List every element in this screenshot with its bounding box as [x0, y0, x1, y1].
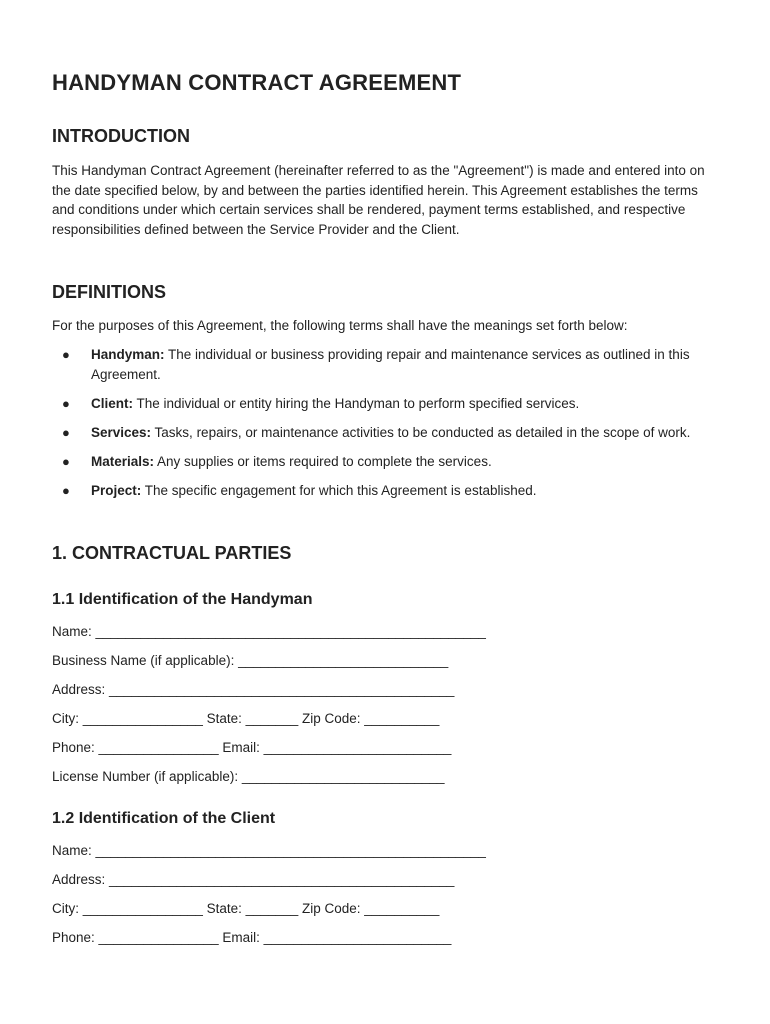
list-item — [52, 423, 720, 443]
list-item — [52, 452, 720, 472]
introduction-text: This Handyman Contract Agreement (hereinafter referred to as the "Agreement") is made and entered into on the date specified below, by and between the parties identified herein. This Agreement establishes the terms and conditions under which certain services shall be rendered, payment terms established, and respective responsibilities defined between the Service Provider and the Client. — [52, 163, 705, 237]
definition-text: Any supplies or items required to complete the services. — [154, 453, 492, 469]
list-item — [52, 481, 720, 501]
handyman-name-field[interactable]: Name: ____________________________________________________ — [52, 624, 486, 639]
list-item — [52, 345, 720, 384]
definition-text: Tasks, repairs, or maintenance activities to be conducted as detailed in the scope of work. — [151, 424, 691, 440]
definition-term: Client: — [91, 395, 133, 411]
definition-term: Handyman: — [91, 347, 165, 362]
bullet-icon: ● — [62, 482, 70, 498]
handyman-phone-email-field[interactable]: Phone: ________________ Email: _________________________ — [52, 740, 452, 755]
bullet-icon: ● — [62, 395, 70, 411]
client-identification-heading: 1.2 Identification of the Client — [52, 810, 276, 827]
client-address-field[interactable]: Address: ______________________________________________ — [52, 872, 455, 887]
handyman-license-field[interactable]: License Number (if applicable): ___________________________ — [52, 769, 445, 784]
definition-text: The specific engagement for which this Agreement is established. — [141, 482, 537, 498]
client-city-state-zip-field[interactable]: City: ________________ State: _______ Zip Code: __________ — [52, 901, 440, 916]
definitions-list — [52, 345, 720, 510]
document-title: HANDYMAN CONTRACT AGREEMENT — [52, 70, 462, 95]
bullet-icon: ● — [62, 424, 70, 440]
handyman-business-field[interactable]: Business Name (if applicable): ____________________________ — [52, 653, 449, 668]
client-phone-email-field[interactable]: Phone: ________________ Email: _________________________ — [52, 930, 452, 945]
definition-text: The individual or entity hiring the Handyman to perform specified services. — [133, 395, 580, 411]
definition-text: The individual or business providing repair and maintenance services as outlined in this Agreement. — [91, 347, 690, 382]
bullet-icon: ● — [62, 347, 70, 362]
definition-term: Services: — [91, 424, 152, 440]
handyman-identification-heading: 1.1 Identification of the Handyman — [52, 591, 313, 608]
handyman-address-field[interactable]: Address: ______________________________________________ — [52, 682, 455, 697]
list-item — [52, 394, 720, 414]
handyman-city-state-zip-field[interactable]: City: ________________ State: _______ Zip Code: __________ — [52, 711, 440, 726]
definition-term: Materials: — [91, 453, 155, 469]
definitions-heading: DEFINITIONS — [52, 282, 167, 302]
bullet-icon: ● — [62, 453, 70, 469]
introduction-heading: INTRODUCTION — [52, 126, 190, 146]
definition-term: Project: — [91, 482, 142, 498]
client-name-field[interactable]: Name: ____________________________________________________ — [52, 843, 486, 858]
contractual-parties-heading: 1. CONTRACTUAL PARTIES — [52, 543, 292, 563]
definitions-lead: For the purposes of this Agreement, the following terms shall have the meanings set forth below: — [52, 318, 628, 333]
